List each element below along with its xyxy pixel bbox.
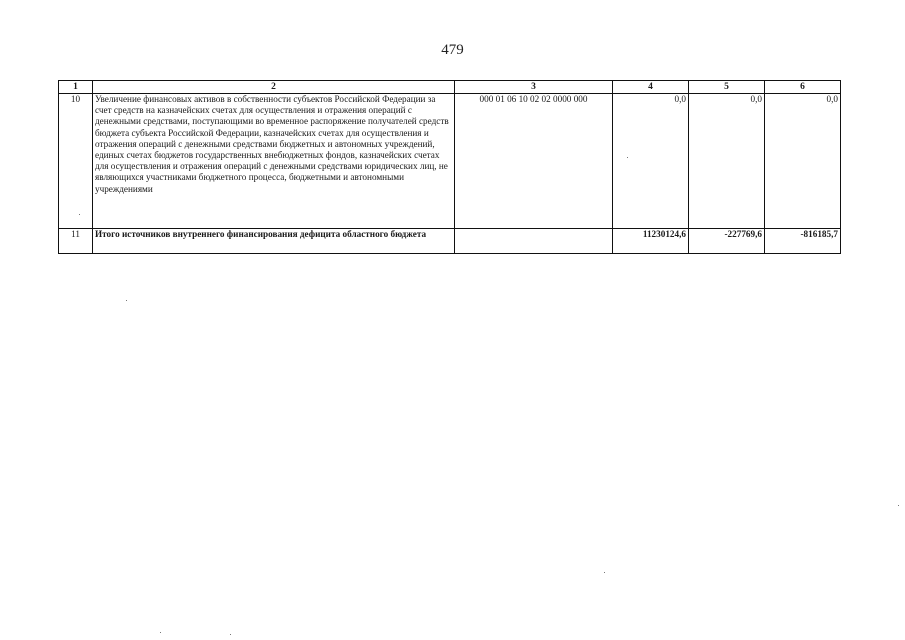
page-number: 479 xyxy=(441,42,464,58)
column-header-6: 6 xyxy=(765,81,841,94)
scan-speck xyxy=(126,300,127,301)
scan-speck xyxy=(160,632,161,633)
row-description: Итого источников внутреннего финансирования дефицита областного бюджета xyxy=(93,229,455,254)
value-column-5: -227769,6 xyxy=(689,229,765,254)
scan-speck xyxy=(79,214,80,215)
budget-sources-table xyxy=(58,80,841,254)
scan-speck xyxy=(627,157,628,158)
table-header-row xyxy=(59,81,841,94)
column-header-4: 4 xyxy=(613,81,689,94)
budget-classification-code: 000 01 06 10 02 02 0000 000 xyxy=(455,94,613,229)
column-header-3: 3 xyxy=(455,81,613,94)
budget-classification-code xyxy=(455,229,613,254)
column-header-1: 1 xyxy=(59,81,93,94)
value-column-5: 0,0 xyxy=(689,94,765,229)
scan-speck xyxy=(230,634,231,635)
column-header-2: 2 xyxy=(93,81,455,94)
row-number: 11 xyxy=(59,229,93,254)
column-header-5: 5 xyxy=(689,81,765,94)
scan-speck xyxy=(604,572,605,573)
table-row-total xyxy=(59,229,841,254)
table-row xyxy=(59,94,841,229)
value-column-6: -816185,7 xyxy=(765,229,841,254)
value-column-4: 0,0 xyxy=(613,94,689,229)
scan-speck xyxy=(898,505,899,506)
value-column-4: 11230124,6 xyxy=(613,229,689,254)
value-column-6: 0,0 xyxy=(765,94,841,229)
row-number: 10 xyxy=(59,94,93,229)
row-description: Увеличение финансовых активов в собственности субъектов Российской Федерации за счет средств на казначейских счетах для осуществления и отражения операций с денежными средствами, поступающими во временное распоряжение получателей средств бюджета субъекта Российской Федерации, казначейских счетах для осуществления и отражения операций с денежными средствами бюджетных и автономных учреждений, единых счетах бюджетов государственных внебюджетных фондов, казначейских счетах для осуществления и отражения операций с денежными средствами юридических лиц, не являющихся участниками бюджетного процесса, бюджетными и автономными учреждениями xyxy=(93,94,455,229)
